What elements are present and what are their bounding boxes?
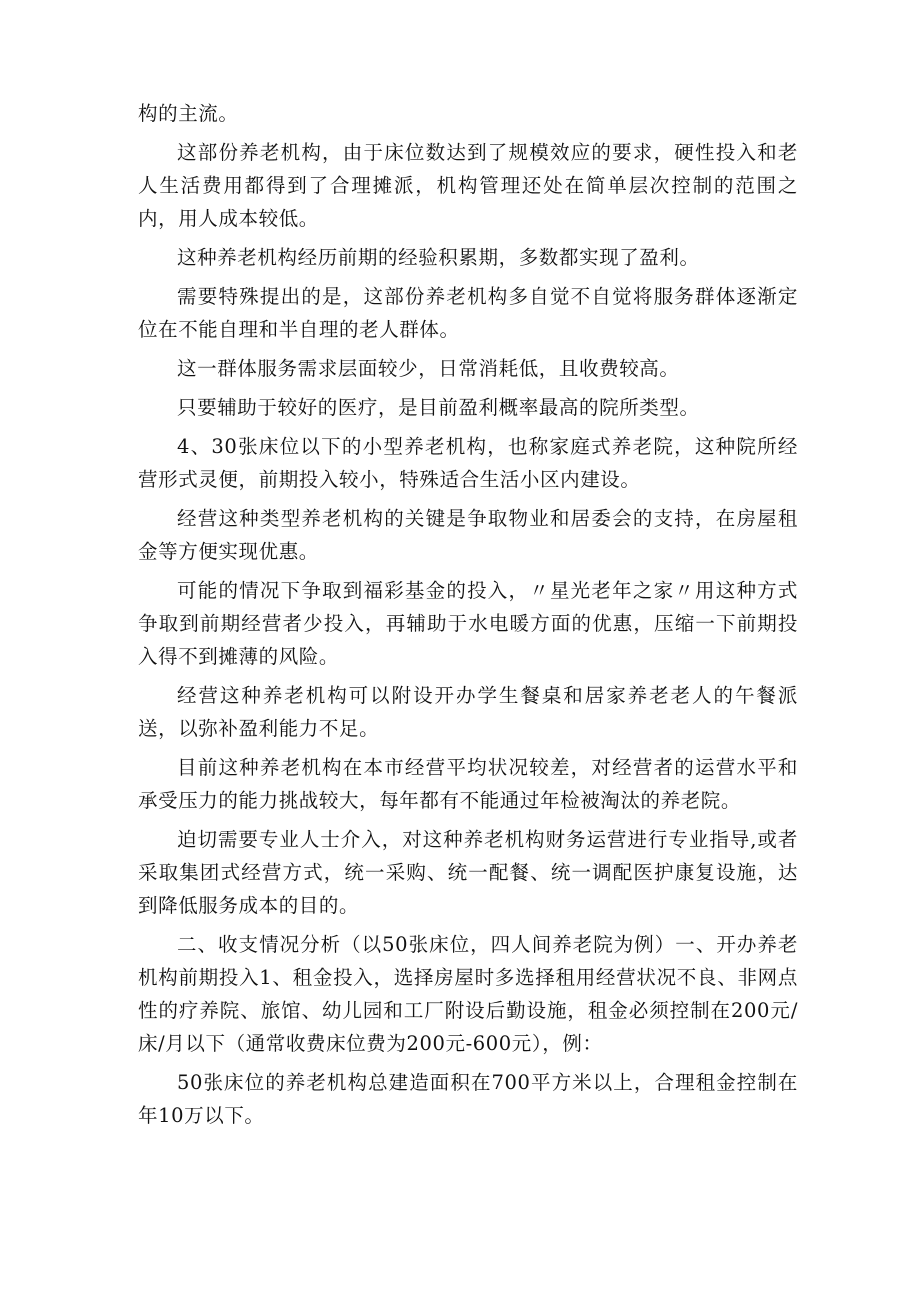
paragraph-11: 目前这种养老机构在本市经营平均状况较差，对经营者的运营水平和承受压力的能力挑战较大，每年都有不能通过年检被淘汰的养老院。 bbox=[138, 756, 798, 812]
paragraph-9: 可能的情况下争取到福彩基金的投入，〃星光老年之家〃用这种方式争取到前期经营者少投入，再辅助于水电暖方面的优惠，压缩一下前期投入得不到摊薄的风险。 bbox=[138, 579, 798, 668]
paragraph-12: 迫切需要专业人士介入，对这种养老机构财务运营进行专业指导,或者采取集团式经营方式，统一采购、统一配餐、统一调配医护康复设施，达到降低服务成本的目的。 bbox=[138, 828, 798, 917]
paragraph-7: 4、30张床位以下的小型养老机构，也称家庭式养老院，这种院所经营形式灵便，前期投入较小，特殊适合生活小区内建设。 bbox=[138, 435, 798, 491]
paragraph-6: 只要辅助于较好的医疗，是目前盈利概率最高的院所类型。 bbox=[177, 396, 700, 419]
paragraph-1: 构的主流。 bbox=[138, 102, 239, 125]
paragraph-10: 经营这种养老机构可以附设开办学生餐桌和居家养老老人的午餐派送，以弥补盈利能力不足。 bbox=[138, 684, 798, 740]
paragraph-4: 需要特殊提出的是，这部份养老机构多自觉不自觉将服务群体逐渐定位在不能自理和半自理的老人群体。 bbox=[138, 285, 798, 341]
paragraph-3: 这种养老机构经历前期的经验积累期，多数都实现了盈利。 bbox=[177, 246, 700, 269]
paragraph-14: 50张床位的养老机构总建造面积在700平方米以上，合理租金控制在年10万以下。 bbox=[138, 1071, 798, 1127]
paragraph-8: 经营这种类型养老机构的关键是争取物业和居委会的支持，在房屋租金等方便实现优惠。 bbox=[138, 507, 798, 563]
paragraph-13: 二、收支情况分析（以50张床位，四人间养老院为例）一、开办养老机构前期投入1、租金投入，选择房屋时多选择租用经营状况不良、非网点性的疗养院、旅馆、幼儿园和工厂附设后勤设施，租金必须控制在200元/床/月以下（通常收费床位费为200元-600元），例： bbox=[138, 933, 798, 1055]
document-page bbox=[138, 97, 798, 1132]
paragraph-2: 这部份养老机构，由于床位数达到了规模效应的要求，硬性投入和老人生活费用都得到了合理摊派，机构管理还处在简单层次控制的范围之内，用人成本较低。 bbox=[138, 141, 798, 230]
paragraph-5: 这一群体服务需求层面较少，日常消耗低，且收费较高。 bbox=[177, 357, 680, 380]
